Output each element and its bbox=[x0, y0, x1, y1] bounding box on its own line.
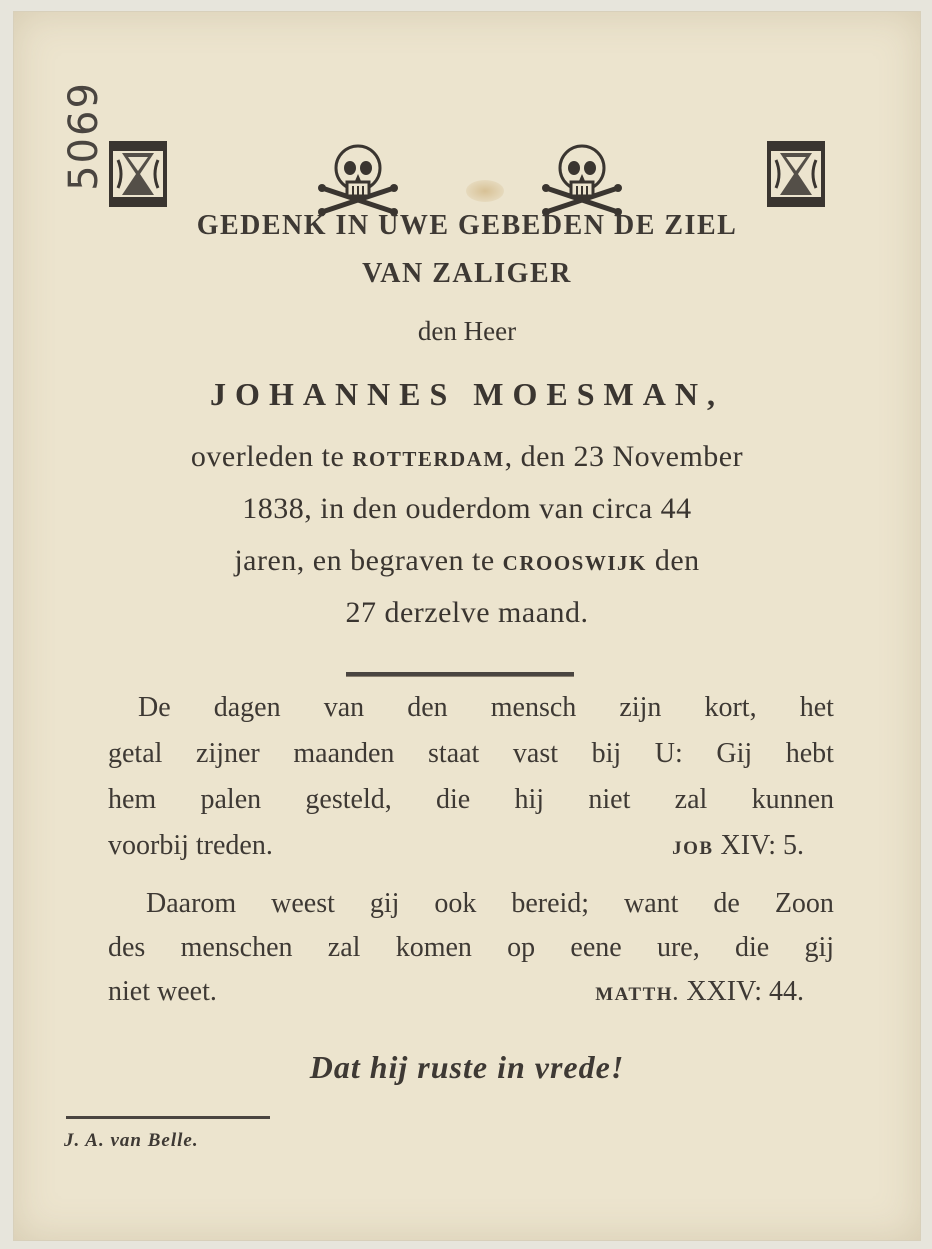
verse-word: eene bbox=[570, 932, 622, 963]
verse-word: menschen bbox=[180, 932, 293, 963]
verse-word: hem bbox=[108, 784, 157, 815]
verse-word: bereid; bbox=[511, 888, 590, 919]
verse-word: die bbox=[436, 784, 471, 815]
hourglass-icon-left bbox=[108, 140, 168, 208]
verse-word: op bbox=[507, 932, 536, 963]
verse-word: het bbox=[799, 692, 834, 723]
paper-stain bbox=[466, 180, 504, 202]
verse-word: komen bbox=[395, 932, 472, 963]
verse-word: staat bbox=[428, 738, 480, 769]
verse-word: gij bbox=[804, 932, 834, 963]
verse-word: de bbox=[713, 888, 740, 919]
skull-crossbones-icon-right bbox=[538, 140, 626, 216]
notice-line-2: 1838, in den ouderdom van circa 44 bbox=[242, 492, 692, 525]
deceased-name: JOHANNES MOESMAN, bbox=[210, 376, 724, 412]
verse-matthew-line-2 bbox=[108, 932, 834, 964]
verse-word: kort, bbox=[704, 692, 757, 723]
verse-word: dagen bbox=[213, 692, 281, 723]
verse-job-line-2 bbox=[108, 738, 834, 770]
hourglass-icon-right bbox=[766, 140, 826, 208]
verse-word: zijner bbox=[196, 738, 260, 769]
verse-word: van bbox=[323, 692, 365, 723]
verse-word: vast bbox=[512, 738, 559, 769]
verse-word: U: bbox=[654, 738, 683, 769]
memorial-card bbox=[14, 12, 920, 1240]
verse-word: gij bbox=[369, 888, 400, 919]
handwritten-number: 5069 bbox=[61, 81, 108, 191]
verse-word: hij bbox=[514, 784, 545, 815]
place-crooswijk: CROOSWIJK bbox=[502, 551, 647, 575]
verse-job-reference: JOB XIV: 5. bbox=[672, 830, 804, 861]
blessing: Dat hij ruste in vrede! bbox=[309, 1049, 625, 1085]
verse-job bbox=[108, 692, 834, 872]
printer-name: J. A. van Belle. bbox=[64, 1130, 199, 1151]
verse-job-line-1 bbox=[138, 692, 834, 724]
verse-word: palen bbox=[200, 784, 262, 815]
verse-word: zal bbox=[674, 784, 708, 815]
verse-word: den bbox=[407, 692, 448, 723]
heading-line-1: GEDENK IN UWE GEBEDEN DE ZIEL bbox=[196, 210, 738, 241]
verse-word: Zoon bbox=[774, 888, 834, 919]
verse-word: ook bbox=[434, 888, 477, 919]
verse-matthew-line-3: niet weet. MATTH. XXIV: 44. bbox=[108, 976, 804, 1007]
verse-word: mensch bbox=[490, 692, 577, 723]
notice-line-3: jaren, en begraven te CROOSWIJK den bbox=[234, 544, 700, 577]
ornament-row bbox=[14, 140, 920, 220]
verse-word: ure, bbox=[656, 932, 700, 963]
title-prefix: den Heer bbox=[417, 316, 517, 346]
verse-word: zijn bbox=[619, 692, 662, 723]
verse-word: maanden bbox=[293, 738, 395, 769]
verse-word: die bbox=[734, 932, 770, 963]
place-rotterdam: ROTTERDAM bbox=[352, 447, 505, 471]
verse-word: niet bbox=[588, 784, 631, 815]
skull-crossbones-icon-left bbox=[314, 140, 402, 216]
verse-word: zal bbox=[327, 932, 361, 963]
verse-job-line-3 bbox=[108, 784, 834, 816]
notice-line-1: overleden te ROTTERDAM, den 23 November bbox=[190, 440, 744, 473]
verse-word: want bbox=[624, 888, 679, 919]
verse-matthew-line-1 bbox=[146, 888, 834, 920]
verse-matthew bbox=[108, 888, 834, 1028]
verse-word: Gij bbox=[716, 738, 753, 769]
verse-word: hebt bbox=[785, 738, 834, 769]
verse-word: getal bbox=[108, 738, 163, 769]
verse-word: Daarom bbox=[146, 888, 237, 919]
notice-line-4: 27 derzelve maand. bbox=[345, 596, 589, 629]
verse-word: De bbox=[138, 692, 171, 723]
printer-rule bbox=[66, 1116, 270, 1119]
verse-word: bij bbox=[591, 738, 622, 769]
heading-line-2: VAN ZALIGER bbox=[362, 258, 572, 289]
verse-word: des bbox=[108, 932, 146, 963]
verse-word: gesteld, bbox=[305, 784, 392, 815]
divider-rule bbox=[346, 672, 574, 677]
verse-word: kunnen bbox=[751, 784, 834, 815]
verse-word: weest bbox=[271, 888, 335, 919]
verse-job-line-4: voorbij treden. JOB XIV: 5. bbox=[108, 830, 804, 861]
verse-matthew-reference: MATTH. XXIV: 44. bbox=[595, 976, 804, 1007]
